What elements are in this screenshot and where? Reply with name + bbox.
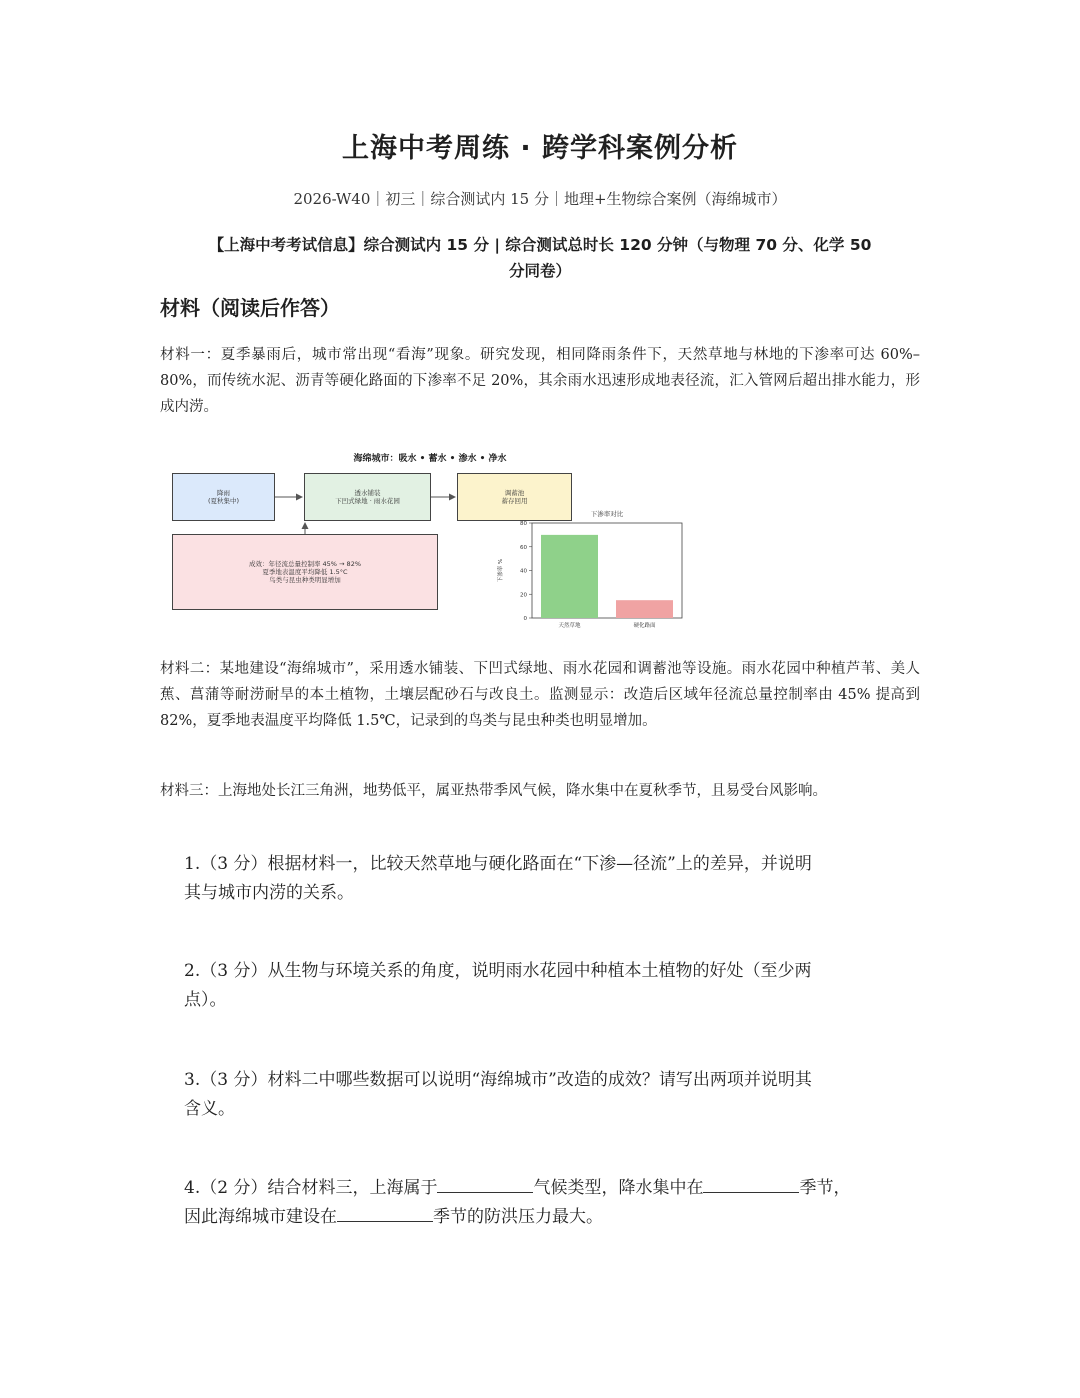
blank-flood-season[interactable] [337,1203,433,1222]
question-3-line-1: 3.（3 分）材料二中哪些数据可以说明“海绵城市”改造的成效？请写出两项并说明其 [184,1070,812,1090]
bar-1 [541,535,598,618]
question-4 [184,1174,920,1232]
question-3-line-2: 含义。 [184,1099,235,1119]
question-4-text-e: 季节的防洪压力最大。 [433,1207,603,1227]
x-tick-label: 硬化路面 [633,623,656,629]
question-3 [184,1066,920,1124]
question-2-line-2: 点）。 [184,990,227,1010]
y-axis-label: 下渗率 % [498,558,504,583]
section-heading: 材料（阅读后作答） [160,296,340,320]
question-4-text-a: 4.（2 分）结合材料三，上海属于 [184,1178,438,1198]
material-2: 材料二：某地建设“海绵城市”，采用透水铺装、下凹式绿地、雨水花园和调蓄池等设施。雨水花园中种植芦苇、美人蕉、菖蒲等耐涝耐旱的本土植物，土壤层配砂石与改良土。监测显示：改造后区域年径流总量控制率由 45% 提高到 82%，夏季地表温度平均降低 1.5℃，记录到的鸟类与昆虫种类也明显增加。 [160,661,920,729]
question-1-line-1: 1.（3 分）根据材料一，比较天然草地与硬化路面在“下渗—径流”上的差异，并说明 [184,854,812,874]
question-4-text-d: 因此海绵城市建设在 [184,1207,337,1227]
box-storage-label: 调蓄池 [504,489,525,497]
box-results-line-1: 成效：年径流总量控制率 45% → 82% [248,560,362,568]
y-tick-label: 20 [520,592,527,599]
box-rainfall [172,473,275,521]
blank-climate-type[interactable] [437,1174,533,1193]
box-rainfall-sub: (夏秋集中) [207,497,240,505]
diagram-title: 海绵城市：吸水 • 蓄水 • 渗水 • 净水 [353,454,507,464]
question-1 [184,850,920,908]
exam-info [160,232,920,284]
question-2 [184,957,920,1015]
question-4-text-c: 季节， [799,1178,851,1198]
box-storage-sub: 蓄存回用 [501,497,528,505]
bar-2 [616,600,673,618]
box-results-line-2: 夏季地表温度平均降低 1.5°C [262,568,348,576]
box-rainfall-label: 降雨 [216,489,230,497]
box-results-line-3: 鸟类与昆虫种类明显增加 [269,576,341,584]
blank-rain-season[interactable] [703,1174,799,1193]
chart-title: 下渗率对比 [590,510,624,518]
box-permeable-sub: 下凹式绿地 · 雨水花园 [335,497,400,505]
y-tick-label: 80 [520,521,527,527]
page-title: 上海中考周练 · 跨学科案例分析 [341,133,739,164]
box-permeable-label: 透水铺装 [354,489,381,497]
box-permeable [304,473,431,521]
y-tick-label: 40 [520,568,527,575]
y-tick-label: 60 [520,544,527,551]
material-1: 材料一：夏季暴雨后，城市常出现“看海”现象。研究发现，相同降雨条件下，天然草地与林地的下渗率可达 60%–80%，而传统水泥、沥青等硬化路面的下渗率不足 20%，其余雨水迅速形成地表径流，汇入管网后超出排水能力，形成内涝。 [160,347,920,415]
question-1-line-2: 其与城市内涝的关系。 [184,883,354,903]
infiltration-bar-chart [490,507,690,637]
y-tick-label: 0 [523,616,527,622]
material-3: 材料三：上海地处长江三角洲，地势低平，属亚热带季风气候，降水集中在夏秋季节，且易受台风影响。 [160,783,827,799]
x-tick-label: 天然草地 [558,623,581,629]
sponge-city-diagram [160,445,700,635]
page-subtitle: 2026-W40｜初三｜综合测试内 15 分｜地理+生物综合案例（海绵城市） [293,190,787,208]
exam-info-line-1: 【上海中考考试信息】综合测试内 15 分 | 综合测试总时长 120 分钟（与物理 70 分、化学 50 [208,236,872,254]
question-2-line-1: 2.（3 分）从生物与环境关系的角度，说明雨水花园中种植本土植物的好处（至少两 [184,961,812,981]
box-results [172,534,438,610]
question-4-text-b: 气候类型，降水集中在 [533,1178,704,1198]
exam-info-line-2: 分同卷） [508,262,571,280]
